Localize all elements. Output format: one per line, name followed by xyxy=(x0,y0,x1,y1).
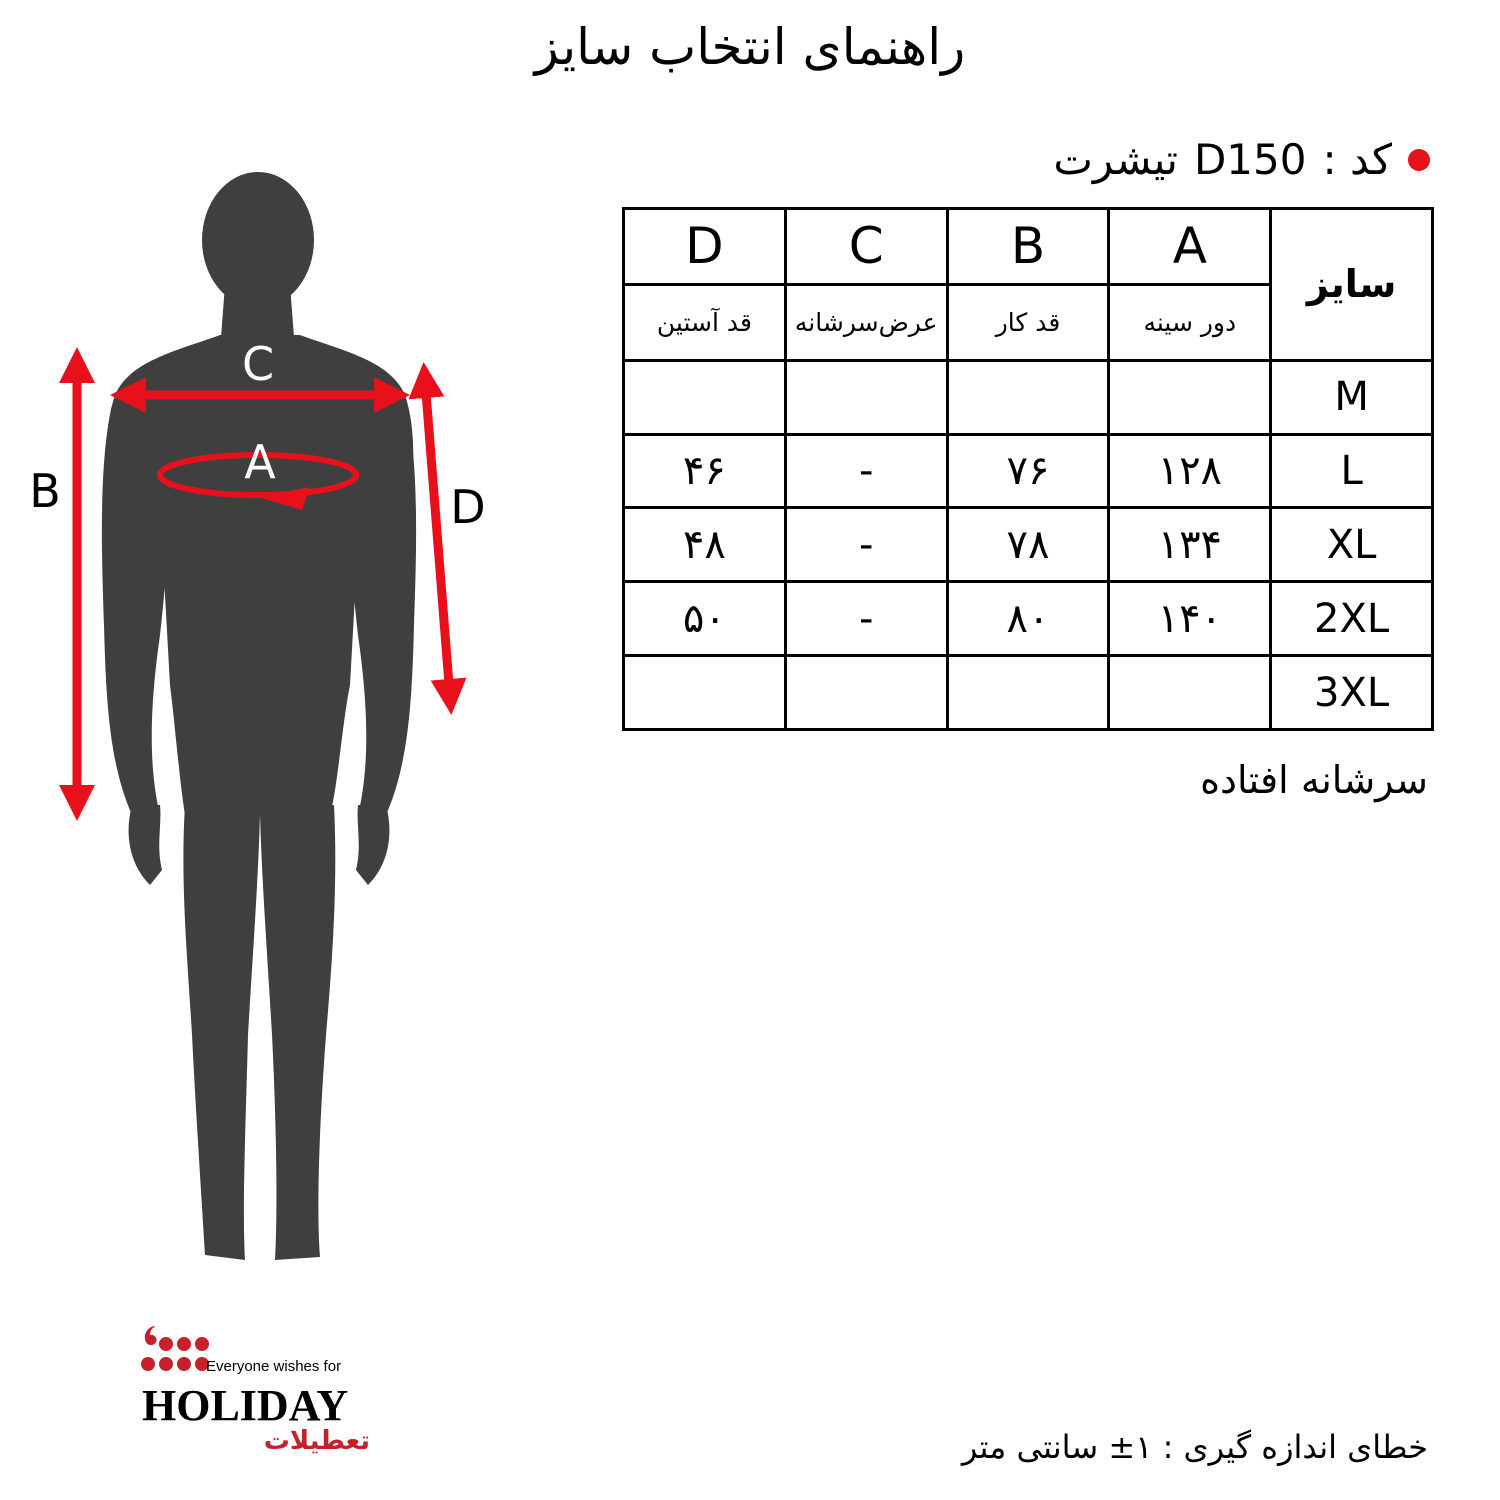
fit-note: سرشانه افتاده xyxy=(1200,758,1428,802)
table-cell: ۷۸ xyxy=(947,508,1109,582)
table-cell: ۱۲۸ xyxy=(1109,434,1271,508)
sleeve-length-arrow xyxy=(425,380,450,697)
column-letter: B xyxy=(947,209,1109,285)
table-cell: - xyxy=(785,582,947,656)
table-cell: ۷۶ xyxy=(947,434,1109,508)
label-d: D xyxy=(450,480,486,534)
brand-name: HOLIDAY xyxy=(142,1381,349,1430)
table-cell: - xyxy=(785,434,947,508)
product-code: D150 xyxy=(1193,135,1307,184)
measurement-error-note: خطای اندازه گیری : ۱± سانتی متر xyxy=(961,1428,1428,1466)
label-c: C xyxy=(241,337,275,391)
table-header-letters-row xyxy=(624,209,1433,285)
body-measurement-figure xyxy=(20,165,520,1275)
brand-slogan: Everyone wishes for xyxy=(206,1358,342,1375)
size-cell: 2XL xyxy=(1271,582,1433,656)
column-label: قد آستین xyxy=(624,284,786,360)
column-letter: A xyxy=(1109,209,1271,285)
table-row xyxy=(624,508,1433,582)
table-cell: ۵۰ xyxy=(624,582,786,656)
brand-name-persian: تعطیلات xyxy=(263,1426,370,1456)
table-cell xyxy=(947,656,1109,730)
table-cell: ۴۶ xyxy=(624,434,786,508)
table-cell xyxy=(1109,656,1271,730)
table-cell: ۱۳۴ xyxy=(1109,508,1271,582)
column-letter: C xyxy=(785,209,947,285)
table-cell xyxy=(785,656,947,730)
table-cell xyxy=(785,360,947,434)
table-cell xyxy=(624,360,786,434)
code-label: کد : xyxy=(1322,135,1392,184)
size-cell: XL xyxy=(1271,508,1433,582)
label-a: A xyxy=(244,435,276,489)
table-cell: ۸۰ xyxy=(947,582,1109,656)
table-row xyxy=(624,656,1433,730)
size-cell: M xyxy=(1271,360,1433,434)
size-cell: L xyxy=(1271,434,1433,508)
table-cell xyxy=(1109,360,1271,434)
table-row xyxy=(624,360,1433,434)
size-column-header: سایز xyxy=(1271,209,1433,361)
column-label: قد کار xyxy=(947,284,1109,360)
brand-dots-icon xyxy=(140,1322,210,1378)
column-label: دور سینه xyxy=(1109,284,1271,360)
table-cell xyxy=(947,360,1109,434)
table-cell: - xyxy=(785,508,947,582)
product-name: تیشرت xyxy=(1053,135,1178,184)
human-silhouette-icon xyxy=(102,172,416,1260)
page-title: راهنمای انتخاب سایز xyxy=(534,18,966,76)
table-row xyxy=(624,582,1433,656)
brand-logo xyxy=(140,1322,380,1462)
column-label: عرض‌سرشانه xyxy=(785,284,947,360)
product-code-line xyxy=(1053,135,1430,184)
label-b: B xyxy=(29,464,61,518)
column-letter: D xyxy=(624,209,786,285)
table-row xyxy=(624,434,1433,508)
table-cell: ۱۴۰ xyxy=(1109,582,1271,656)
bullet-dot-icon xyxy=(1408,149,1430,171)
table-cell xyxy=(624,656,786,730)
size-cell: 3XL xyxy=(1271,656,1433,730)
size-table xyxy=(622,207,1434,731)
table-cell: ۴۸ xyxy=(624,508,786,582)
